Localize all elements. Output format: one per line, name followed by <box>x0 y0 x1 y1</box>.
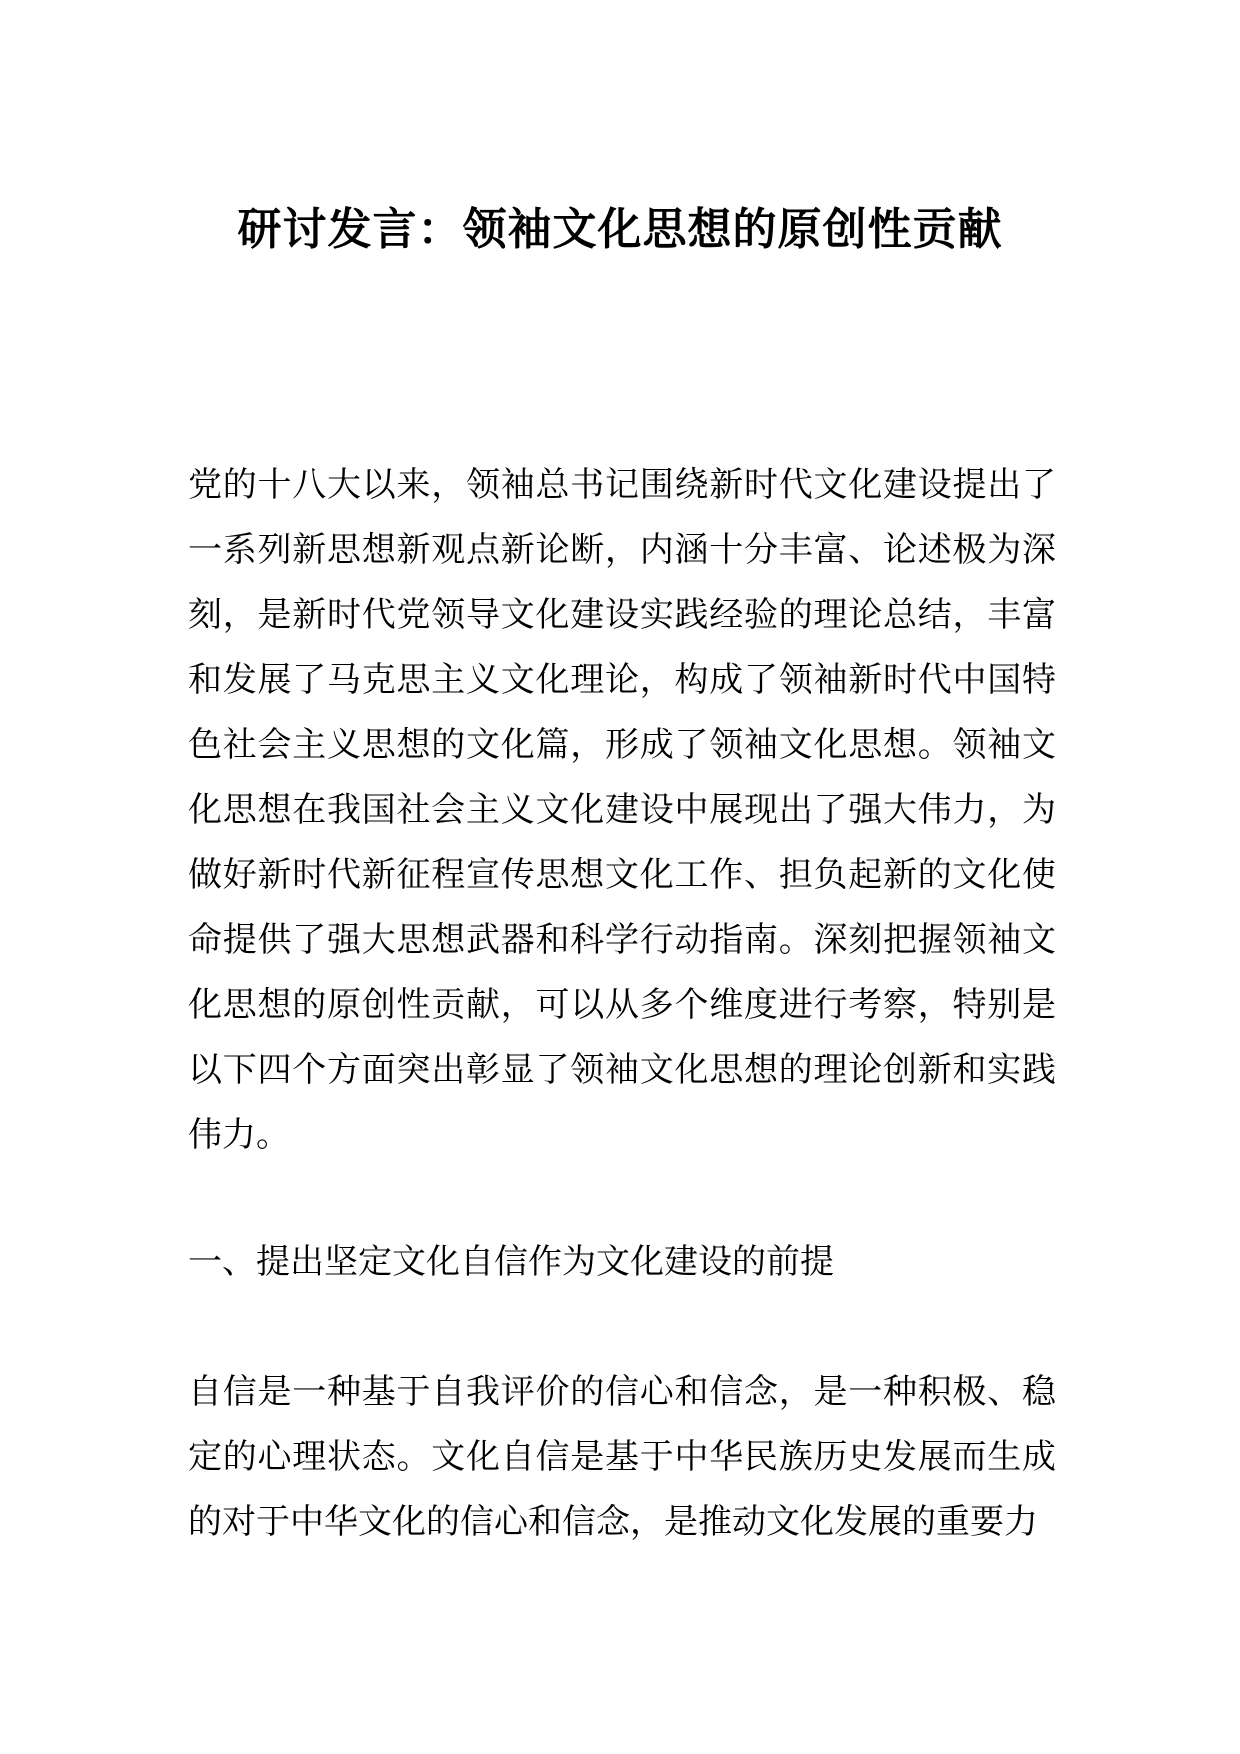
document-title: 研讨发言：领袖文化思想的原创性贡献 <box>237 204 1003 255</box>
body-paragraph-2: 自信是一种基于自我评价的信心和信念，是一种积极、稳定的心理状态。文化自信是基于中华民族历史发展而生成的对于中华文化的信心和信念，是推动文化发展的重要力 <box>188 1372 1056 1542</box>
section-heading-1: 一、提出坚定文化自信作为文化建设的前提 <box>188 1242 834 1282</box>
body-paragraph-1: 党的十八大以来，领袖总书记围绕新时代文化建设提出了一系列新思想新观点新论断，内涵十分丰富、论述极为深刻，是新时代党领导文化建设实践经验的理论总结，丰富和发展了马克思主义文化理论，构成了领袖新时代中国特色社会主义思想的文化篇，形成了领袖文化思想。领袖文化思想在我国社会主义文化建设中展现出了强大伟力，为做好新时代新征程宣传思想文化工作、担负起新的文化使命提供了强大思想武器和科学行动指南。深刻把握领袖文化思想的原创性贡献，可以从多个维度进行考察，特别是以下四个方面突出彰显了领袖文化思想的理论创新和实践伟力。 <box>188 465 1056 1155</box>
